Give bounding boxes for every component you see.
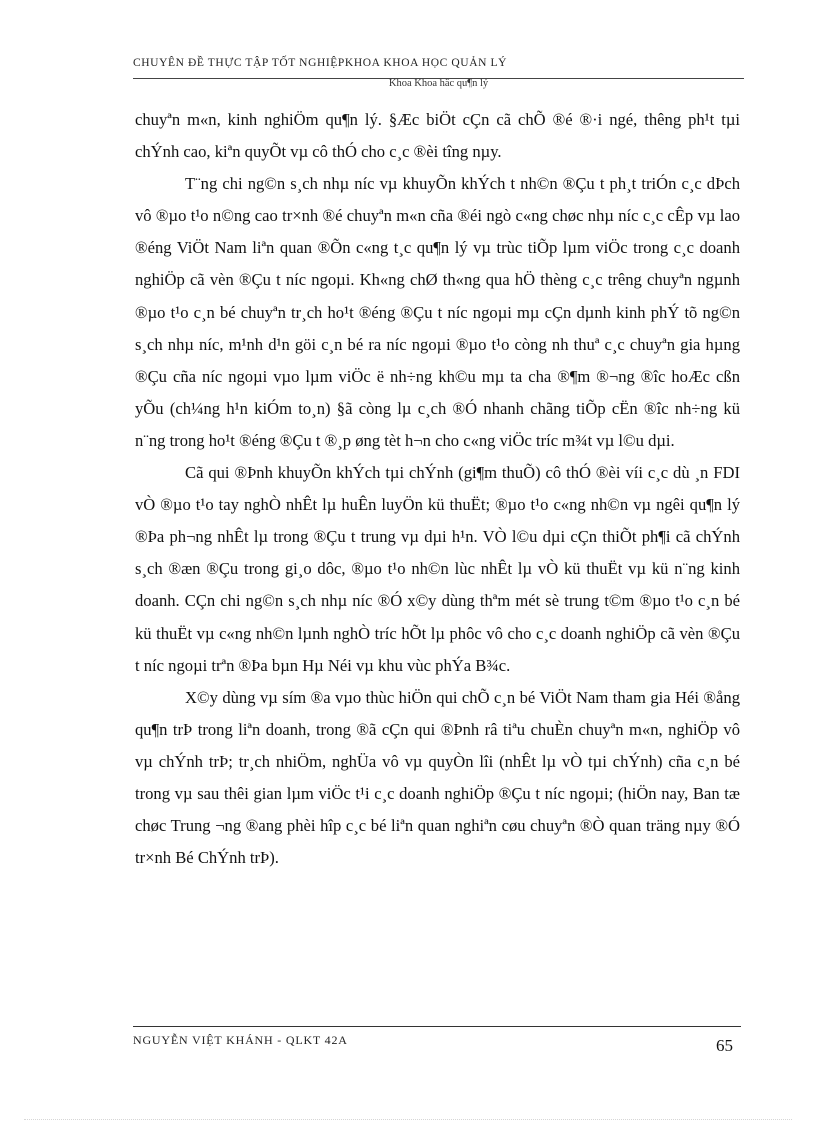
- page-bottom-edge: [24, 1119, 792, 1120]
- paragraph-4: X©y dùng vµ sím ®a vµo thùc hiÖn qui chÕ c¸n bé ViÖt Nam tham gia Héi ®ång qu¶n trÞ trong liªn doanh, trong ®ã cÇn qui ®Þnh râ tiªu chuÈn chuyªn m«n, nghiÖp vô vµ chÝnh trÞ; tr¸ch nhiÖm, nghÜa vô vµ quyÒn lîi (nhÊt lµ vÒ tµi chÝnh) cña c¸n bé trong vµ sau thêi gian lµm viÖc t¹i c¸c doanh nghiÖp ®Çu t níc ngoµi; (hiÖn nay, Ban tæ chøc Trung ¬ng ®ang phèi hîp c¸c bé liªn quan nghiªn cøu chuyªn ®Ò quan träng nµy ®Ó tr×nh Bé ChÝnh trÞ).: [135, 687, 740, 868]
- header-title: CHUYÊN ĐỀ THỰC TẬP TỐT NGHIỆPKHOA KHOA HỌC QUẢN LÝ: [133, 57, 508, 69]
- paragraph-1: chuyªn m«n, kinh nghiÖm qu¶n lý. §Æc biÖt cÇn cã chÕ ®é ®·i ngé, thêng ph¹t tµi chÝnh cao, kiªn quyÕt vµ cô thÓ cho c¸c ®èi tîng nµy.: [135, 110, 740, 162]
- header-subtitle: Khoa Khoa häc qu¶n lý: [388, 78, 489, 89]
- body-text: [135, 104, 740, 874]
- footer-divider: [133, 1026, 741, 1027]
- page-number: 65: [716, 1036, 733, 1055]
- paragraph-2: T¨ng chi ng©n s¸ch nhµ níc vµ khuyÕn khÝch t nh©n ®Çu t ph¸t triÓn c¸c dÞch vô ®µo t¹o n©ng cao tr×nh ®é chuyªn m«n cña ®éi ngò c«ng chøc nhµ níc c¸c cÊp vµ lao ®éng ViÖt Nam liªn quan ®Õn c«ng t¸c qu¶n lý vµ trùc tiÕp lµm viÖc trong c¸c doanh nghiÖp cã vèn ®Çu t níc ngoµi. Kh«ng chØ th«ng qua hÖ thèng c¸c trêng chuyªn ngµnh ®µo t¹o c¸n bé chuyªn tr¸ch ho¹t ®éng ®Çu t níc ngoµi mµ cÇn dµnh kinh phÝ tõ ng©n s¸ch nhµ níc, m¹nh d¹n göi c¸n bé ra níc ngoµi ®µo t¹o còng nh thuª c¸c chuyªn gia hµng ®Çu cña níc ngoµi vµo lµm viÖc ë nh÷ng kh©u mµ ta cha ®¶m ®¬ng ®îc hoÆc cßn yÕu (ch¼ng h¹n kiÓm to¸n) §ã còng lµ c¸ch ®Ó nhanh chãng tiÕp cËn ®îc nh÷ng kü n¨ng trong ho¹t ®éng ®Çu t ®¸p øng tèt h¬n cho c«ng viÖc tríc m¾t vµ l©u dµi.: [135, 174, 740, 450]
- paragraph-3: Cã qui ®Þnh khuyÕn khÝch tµi chÝnh (gi¶m thuÕ) cô thÓ ®èi víi c¸c dù ¸n FDI vÒ ®µo t¹o tay nghÒ nhÊt lµ huÊn luyÖn kü thuËt; ®µo t¹o c«ng nh©n vµ ngêi qu¶n lý ®Þa ph¬ng nhÊt lµ trong ®Çu t trung vµ dµi h¹n. VÒ l©u dµi cÇn thiÕt ph¶i cã chÝnh s¸ch ®æn ®Çu trong gi¸o dôc, ®µo t¹o nh©n lùc nhÊt lµ vÒ kü thuËt vµ kü n¨ng kinh doanh. CÇn chi ng©n s¸ch nhµ níc ®Ó x©y dùng thªm mét sè trung t©m ®µo t¹o c¸n bé kü thuËt vµ c«ng nh©n lµnh nghÒ tríc hÕt lµ phôc vô cho c¸c doanh nghiÖp cã vèn ®Çu t níc ngoµi trªn ®Þa bµn Hµ Néi vµ khu vùc phÝa B¾c.: [135, 463, 740, 675]
- footer-author: NGUYỄN VIỆT KHÁNH - QLKT 42A: [133, 1033, 348, 1047]
